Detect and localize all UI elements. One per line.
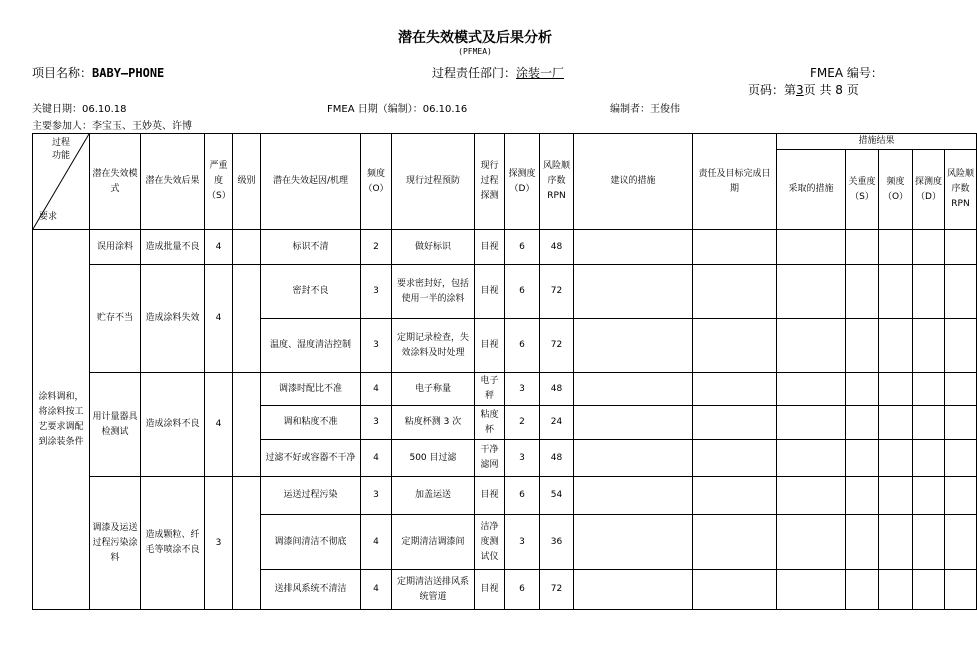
result-occurrence-cell bbox=[879, 477, 913, 515]
occurrence-cell: 4 bbox=[361, 440, 392, 477]
cause-cell: 过滤不好或容器不干净 bbox=[261, 440, 361, 477]
action-taken-cell bbox=[777, 515, 846, 570]
fmea-date: FMEA 日期（编制）：06.10.16 bbox=[327, 104, 468, 115]
class-cell bbox=[233, 230, 261, 265]
detection-cell: 2 bbox=[505, 406, 540, 440]
result-severity-cell bbox=[846, 265, 879, 319]
recommended-action-cell bbox=[574, 477, 693, 515]
rpn-cell: 48 bbox=[540, 230, 574, 265]
prevention-cell: 500 目过滤 bbox=[392, 440, 475, 477]
rpn-cell: 24 bbox=[540, 406, 574, 440]
rpn-cell: 54 bbox=[540, 477, 574, 515]
result-detection-cell bbox=[913, 373, 945, 406]
result-detection-cell bbox=[913, 515, 945, 570]
action-taken-cell bbox=[777, 570, 846, 610]
fmea-number: FMEA 编号： bbox=[810, 66, 883, 80]
responsibility-cell bbox=[693, 319, 777, 373]
result-severity-cell bbox=[846, 373, 879, 406]
rpn-cell: 72 bbox=[540, 319, 574, 373]
detection-cell: 3 bbox=[505, 440, 540, 477]
occurrence-cell: 4 bbox=[361, 515, 392, 570]
header-effect: 潜在失效后果 bbox=[141, 134, 205, 230]
class-cell bbox=[233, 373, 261, 477]
action-taken-cell bbox=[777, 230, 846, 265]
page-current: 3 bbox=[796, 83, 804, 97]
recommended-action-cell bbox=[574, 319, 693, 373]
detection-control-cell: 洁净度测试仪 bbox=[475, 515, 505, 570]
header-action-taken: 采取的措施 bbox=[777, 150, 846, 230]
document-subtitle: (PFMEA) bbox=[458, 47, 492, 56]
result-severity-cell bbox=[846, 515, 879, 570]
cause-cell: 运送过程污染 bbox=[261, 477, 361, 515]
result-severity-cell bbox=[846, 406, 879, 440]
failure-mode-cell: 误用涂料 bbox=[90, 230, 141, 265]
responsibility-cell bbox=[693, 265, 777, 319]
result-occurrence-cell bbox=[879, 570, 913, 610]
header-prevention: 现行过程预防 bbox=[392, 134, 475, 230]
cause-cell: 温度、湿度清洁控制 bbox=[261, 319, 361, 373]
table-row bbox=[33, 373, 977, 406]
prevention-cell: 加盖运送 bbox=[392, 477, 475, 515]
action-taken-cell bbox=[777, 406, 846, 440]
result-detection-cell bbox=[913, 477, 945, 515]
result-rpn-cell bbox=[945, 265, 977, 319]
header-recommended: 建议的措施 bbox=[574, 134, 693, 230]
prevention-cell: 定期清洁调漆间 bbox=[392, 515, 475, 570]
responsibility-cell bbox=[693, 373, 777, 406]
page-label-prefix: 页码：第 bbox=[748, 83, 797, 97]
dept-value: 涂装一厂 bbox=[516, 66, 565, 80]
detection-cell: 6 bbox=[505, 570, 540, 610]
result-detection-cell bbox=[913, 265, 945, 319]
occurrence-cell: 2 bbox=[361, 230, 392, 265]
header-result-occurrence: 频度（O） bbox=[879, 150, 913, 230]
prevention-cell: 定期记录检查，失效涂料及时处理 bbox=[392, 319, 475, 373]
rpn-cell: 72 bbox=[540, 265, 574, 319]
header-process-top: 过程 bbox=[51, 138, 70, 148]
result-occurrence-cell bbox=[879, 373, 913, 406]
page-number bbox=[748, 81, 859, 98]
result-rpn-cell bbox=[945, 570, 977, 610]
cause-cell: 调和粘度不准 bbox=[261, 406, 361, 440]
header-mode: 潜在失效模式 bbox=[90, 134, 141, 230]
detection-control-cell: 目视 bbox=[475, 477, 505, 515]
process-function-cell: 涂料调和，将涂料按工艺要求调配到涂装条件 bbox=[33, 230, 90, 610]
header-detection: 探测度（D） bbox=[505, 134, 540, 230]
failure-mode-cell: 用计量器具检测试 bbox=[90, 373, 141, 477]
occurrence-cell: 3 bbox=[361, 319, 392, 373]
header-cause: 潜在失效起因/机理 bbox=[261, 134, 361, 230]
result-severity-cell bbox=[846, 440, 879, 477]
occurrence-cell: 3 bbox=[361, 265, 392, 319]
key-date: 关键日期：06.10.18 bbox=[32, 104, 127, 115]
project-value: BABY—PHONE bbox=[92, 66, 165, 80]
result-rpn-cell bbox=[945, 230, 977, 265]
severity-cell: 4 bbox=[205, 265, 233, 373]
prevention-cell: 要求密封好，包括使用一半的涂料 bbox=[392, 265, 475, 319]
responsibility-cell bbox=[693, 570, 777, 610]
result-detection-cell bbox=[913, 440, 945, 477]
recommended-action-cell bbox=[574, 440, 693, 477]
result-occurrence-cell bbox=[879, 515, 913, 570]
table-row bbox=[33, 230, 977, 265]
class-cell bbox=[233, 265, 261, 373]
severity-cell: 3 bbox=[205, 477, 233, 610]
result-rpn-cell bbox=[945, 319, 977, 373]
result-detection-cell bbox=[913, 230, 945, 265]
detection-cell: 6 bbox=[505, 319, 540, 373]
failure-effect-cell: 造成批量不良 bbox=[141, 230, 205, 265]
responsibility-cell bbox=[693, 230, 777, 265]
detection-control-cell: 粘度杯 bbox=[475, 406, 505, 440]
dept-label: 过程责任部门： bbox=[432, 66, 517, 80]
rpn-cell: 36 bbox=[540, 515, 574, 570]
project-name bbox=[32, 64, 164, 81]
result-occurrence-cell bbox=[879, 440, 913, 477]
cause-cell: 标识不清 bbox=[261, 230, 361, 265]
detection-cell: 3 bbox=[505, 373, 540, 406]
result-occurrence-cell bbox=[879, 406, 913, 440]
severity-cell: 4 bbox=[205, 373, 233, 477]
document-title: 潜在失效模式及后果分析 bbox=[398, 30, 552, 46]
responsible-department bbox=[432, 64, 564, 81]
detection-cell: 6 bbox=[505, 265, 540, 319]
detection-control-cell: 目视 bbox=[475, 230, 505, 265]
result-detection-cell bbox=[913, 570, 945, 610]
detection-cell: 6 bbox=[505, 230, 540, 265]
header-process bbox=[33, 134, 90, 230]
occurrence-cell: 3 bbox=[361, 406, 392, 440]
cause-cell: 送排风系统不清洁 bbox=[261, 570, 361, 610]
action-taken-cell bbox=[777, 440, 846, 477]
result-detection-cell bbox=[913, 406, 945, 440]
author: 编制者：王俊伟 bbox=[610, 104, 680, 115]
result-occurrence-cell bbox=[879, 230, 913, 265]
result-rpn-cell bbox=[945, 406, 977, 440]
prevention-cell: 定期清洁送排风系统管道 bbox=[392, 570, 475, 610]
prevention-cell: 电子称量 bbox=[392, 373, 475, 406]
responsibility-cell bbox=[693, 477, 777, 515]
recommended-action-cell bbox=[574, 570, 693, 610]
recommended-action-cell bbox=[574, 373, 693, 406]
result-severity-cell bbox=[846, 570, 879, 610]
action-taken-cell bbox=[777, 373, 846, 406]
failure-mode-cell: 调漆及运送过程污染涂料 bbox=[90, 477, 141, 610]
cause-cell: 调漆时配比不准 bbox=[261, 373, 361, 406]
detection-control-cell: 目视 bbox=[475, 570, 505, 610]
result-severity-cell bbox=[846, 230, 879, 265]
page-label-suffix: 页 共 8 页 bbox=[803, 83, 859, 97]
result-detection-cell bbox=[913, 319, 945, 373]
result-occurrence-cell bbox=[879, 319, 913, 373]
action-taken-cell bbox=[777, 265, 846, 319]
result-occurrence-cell bbox=[879, 265, 913, 319]
failure-effect-cell: 造成涂料失效 bbox=[141, 265, 205, 373]
occurrence-cell: 3 bbox=[361, 477, 392, 515]
header-occurrence: 频度（O） bbox=[361, 134, 392, 230]
header-responsibility: 责任及目标完成日期 bbox=[693, 134, 777, 230]
participants: 主要参加人：李宝玉、王妙英、许博 bbox=[32, 121, 192, 132]
action-taken-cell bbox=[777, 319, 846, 373]
detection-control-cell: 电子秤 bbox=[475, 373, 505, 406]
result-rpn-cell bbox=[945, 515, 977, 570]
table-row bbox=[33, 477, 977, 515]
failure-effect-cell: 造成颗粒、纤毛等喷涂不良 bbox=[141, 477, 205, 610]
header-class: 级别 bbox=[233, 134, 261, 230]
header-severity: 严重度（S） bbox=[205, 134, 233, 230]
responsibility-cell bbox=[693, 406, 777, 440]
header-row-1 bbox=[33, 134, 977, 150]
header-result-rpn: 风险顺序数RPN bbox=[945, 150, 977, 230]
result-rpn-cell bbox=[945, 373, 977, 406]
action-taken-cell bbox=[777, 477, 846, 515]
header-results: 措施结果 bbox=[777, 134, 977, 150]
detection-control-cell: 目视 bbox=[475, 265, 505, 319]
rpn-cell: 48 bbox=[540, 440, 574, 477]
cause-cell: 密封不良 bbox=[261, 265, 361, 319]
prevention-cell: 粘度杯测 3 次 bbox=[392, 406, 475, 440]
header-rpn: 风险顺序数RPN bbox=[540, 134, 574, 230]
responsibility-cell bbox=[693, 440, 777, 477]
prevention-cell: 做好标识 bbox=[392, 230, 475, 265]
recommended-action-cell bbox=[574, 265, 693, 319]
class-cell bbox=[233, 477, 261, 610]
detection-cell: 3 bbox=[505, 515, 540, 570]
pfmea-table bbox=[32, 133, 977, 610]
rpn-cell: 48 bbox=[540, 373, 574, 406]
result-rpn-cell bbox=[945, 477, 977, 515]
failure-effect-cell: 造成涂料不良 bbox=[141, 373, 205, 477]
responsibility-cell bbox=[693, 515, 777, 570]
detection-control-cell: 干净滤网 bbox=[475, 440, 505, 477]
failure-mode-cell: 贮存不当 bbox=[90, 265, 141, 373]
header-process-bottom: 要求 bbox=[39, 212, 58, 222]
detection-control-cell: 目视 bbox=[475, 319, 505, 373]
header-result-severity: 关重度（S） bbox=[846, 150, 879, 230]
occurrence-cell: 4 bbox=[361, 570, 392, 610]
table-row bbox=[33, 265, 977, 319]
result-severity-cell bbox=[846, 477, 879, 515]
result-severity-cell bbox=[846, 319, 879, 373]
result-rpn-cell bbox=[945, 440, 977, 477]
header-process-mid: 功能 bbox=[51, 151, 70, 161]
cause-cell: 调漆间清洁不彻底 bbox=[261, 515, 361, 570]
occurrence-cell: 4 bbox=[361, 373, 392, 406]
header-result-detection: 探测度（D） bbox=[913, 150, 945, 230]
recommended-action-cell bbox=[574, 230, 693, 265]
recommended-action-cell bbox=[574, 515, 693, 570]
project-label: 项目名称： bbox=[32, 66, 93, 80]
recommended-action-cell bbox=[574, 406, 693, 440]
header-detection-control: 现行过程探测 bbox=[475, 134, 505, 230]
severity-cell: 4 bbox=[205, 230, 233, 265]
rpn-cell: 72 bbox=[540, 570, 574, 610]
detection-cell: 6 bbox=[505, 477, 540, 515]
